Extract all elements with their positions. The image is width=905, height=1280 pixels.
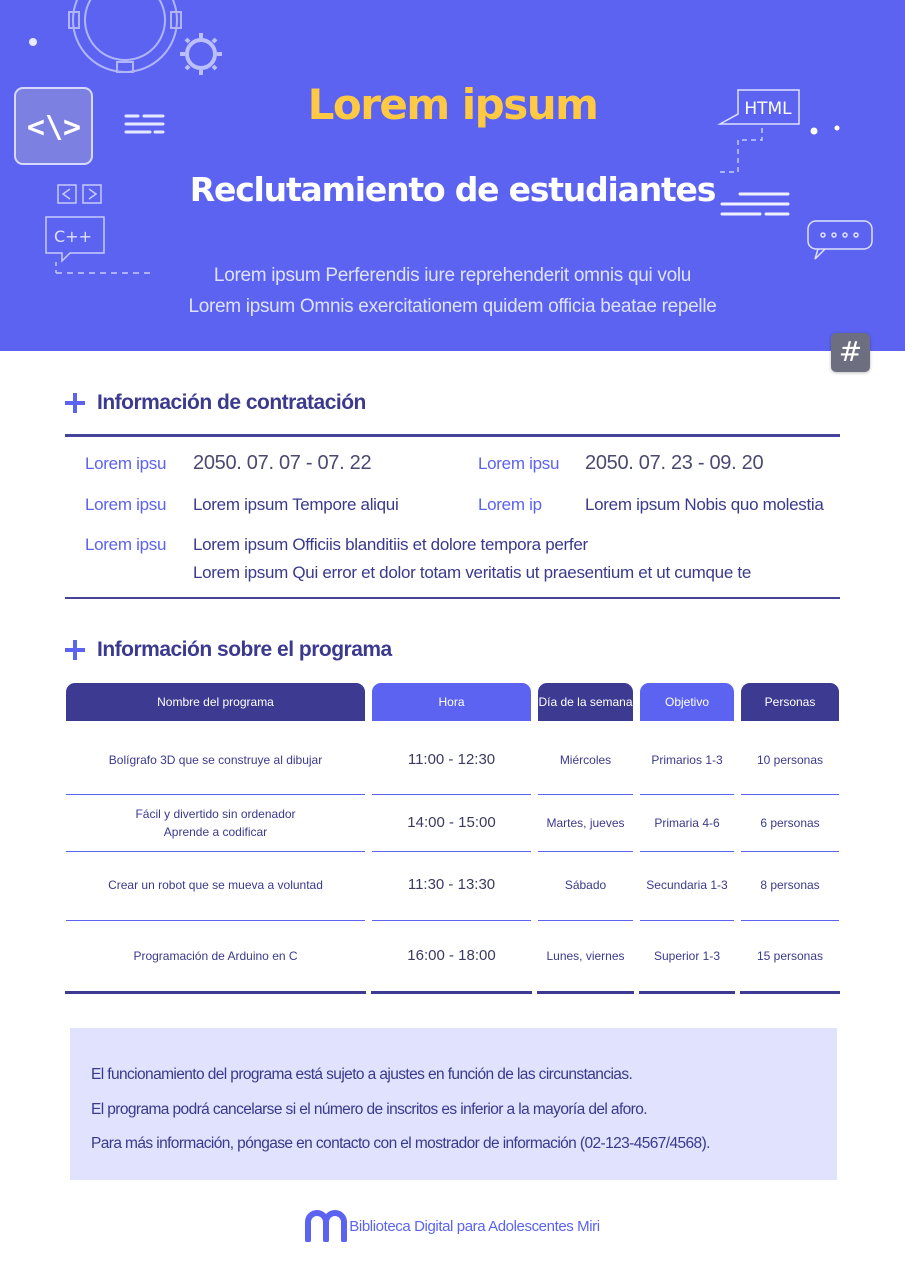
hiring-section-title: Información de contratación (97, 391, 366, 414)
table-cell-name: Programación de Arduino en C (133, 949, 298, 963)
svg-text:<\>: <\> (26, 110, 82, 145)
note-line: El funcionamiento del programa está sujeto a ajustes en función de las circunstancias. (91, 1066, 633, 1083)
table-cell-time: 14:00 - 15:00 (407, 814, 496, 831)
small-gear-icon (180, 33, 222, 75)
table-cell-time: 16:00 - 18:00 (407, 947, 496, 964)
table-cell-day: Sábado (564, 878, 607, 892)
library-name: Biblioteca Digital para Adolescentes Miri (349, 1217, 600, 1235)
info-value: Lorem ipsum Qui error et dolor totam veritatis ut praesentium et ut cumque te (193, 563, 751, 582)
table-bottom-rule (371, 991, 532, 994)
table-bottom-rule (639, 991, 735, 994)
table-bottom-rule (65, 991, 366, 994)
page-title: Lorem ipsum (307, 80, 598, 129)
info-label: Lorem ipsu (85, 454, 167, 473)
table-cell-day: Lunes, viernes (546, 949, 625, 963)
row-divider (640, 920, 734, 921)
table-cell-people: 6 personas (760, 816, 820, 830)
table-cell-people: 15 personas (756, 949, 824, 963)
row-divider (538, 920, 633, 921)
row-divider (741, 920, 839, 921)
table-cell-people: 8 personas (760, 878, 820, 892)
program-name: Fácil y divertido sin ordenador (135, 807, 296, 821)
table-cell-name: Crear un robot que se mueva a voluntad (108, 878, 323, 892)
library-logo-icon (305, 1210, 347, 1242)
note-line: El programa podrá cancelarse si el número de inscritos es inferior a la mayoría del aforo. (91, 1100, 647, 1118)
row-divider (372, 920, 531, 921)
hash-icon: # (831, 333, 870, 372)
table-cell-day: Miércoles (559, 753, 612, 767)
table-cell-name (66, 795, 365, 851)
column-header-people: Personas (741, 683, 839, 721)
table-cell-target: Secundaria 1-3 (646, 878, 728, 892)
section-divider (65, 597, 840, 599)
column-header-time: Hora (372, 683, 531, 721)
info-date-value: 2050. 07. 23 - 09. 20 (585, 452, 764, 474)
info-label: Lorem ip (478, 495, 542, 514)
info-value: Lorem ipsum Officiis blanditiis et dolore tempora perfer (193, 535, 588, 554)
header-description (0, 260, 905, 322)
chat-bubble-icon (808, 221, 872, 259)
info-label: Lorem ipsu (85, 495, 167, 514)
column-header-target: Objetivo (640, 683, 734, 721)
svg-text:HTML: HTML (744, 99, 792, 119)
row-divider (66, 920, 365, 921)
info-date-value: 2050. 07. 07 - 07. 22 (193, 452, 372, 474)
info-value: Lorem ipsum Nobis quo molestia (585, 495, 824, 514)
note-line: Para más información, póngase en contacto con el mostrador de información (02-123-4567/4568). (91, 1135, 710, 1152)
program-name: Bolígrafo 3D que se construye al dibujar (108, 753, 323, 767)
header-description-line: Lorem ipsum Perferendis iure reprehenderit omnis qui volu (213, 265, 692, 286)
program-section-heading (65, 638, 392, 662)
info-value: Lorem ipsum Tempore aliqui (193, 495, 399, 514)
hiring-section-heading (65, 391, 366, 415)
table-cell-target: Primaria 4-6 (654, 816, 720, 830)
table-cell-time: 11:00 - 12:30 (407, 751, 496, 768)
table-bottom-rule (740, 991, 840, 994)
plus-icon (65, 640, 85, 660)
cpp-bubble-icon (46, 217, 104, 261)
column-header-day: Día de la semana (538, 683, 633, 721)
notes-box (70, 1028, 837, 1180)
table-bottom-rule (537, 991, 634, 994)
table-cell-time: 11:30 - 13:30 (407, 876, 496, 893)
program-name-line2: Aprende a codificar (163, 825, 268, 839)
info-label: Lorem ipsu (478, 454, 560, 473)
table-cell-target: Superior 1-3 (653, 949, 721, 963)
footer (0, 1210, 905, 1242)
table-cell-name (66, 730, 365, 790)
header-description-line: Lorem ipsum Omnis exercitationem quidem officia beatae repelle (188, 296, 717, 317)
svg-text:C++: C++ (54, 227, 92, 246)
page-subtitle: Reclutamiento de estudiantes (189, 170, 716, 209)
table-cell-day: Martes, jueves (546, 816, 625, 830)
header-banner (0, 0, 905, 351)
gear-icon (69, 0, 181, 72)
plus-icon (65, 393, 85, 413)
column-header-name: Nombre del programa (66, 683, 365, 721)
section-divider (65, 434, 840, 437)
table-cell-people: 10 personas (756, 753, 824, 767)
info-label: Lorem ipsu (85, 535, 167, 554)
table-cell-target: Primarios 1-3 (651, 753, 723, 767)
program-section-title: Información sobre el programa (97, 638, 392, 661)
